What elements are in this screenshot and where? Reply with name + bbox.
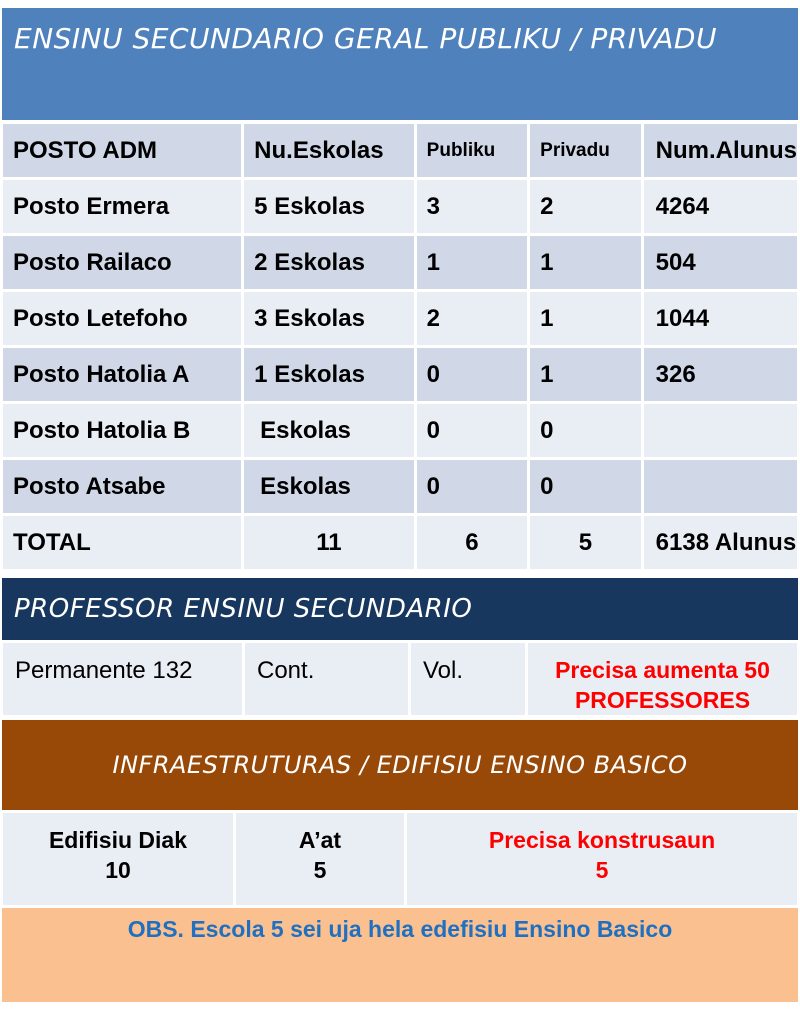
cell-eskolas: 1 Eskolas — [244, 348, 414, 401]
cell-privadu: 0 — [530, 460, 641, 513]
professor-table — [0, 640, 800, 718]
header-publiku: Publiku — [417, 124, 527, 177]
good-buildings-label: Edifisiu Diak — [48, 827, 188, 853]
total-label: TOTAL — [3, 516, 241, 569]
table-row — [3, 292, 797, 345]
cell-eskolas: Eskolas — [244, 404, 414, 457]
cell-alunus: 1044 — [644, 292, 797, 345]
bad-buildings-cell — [236, 813, 404, 905]
cell-alunus — [644, 460, 797, 513]
total-publiku: 6 — [417, 516, 527, 569]
table-total-row — [3, 516, 797, 569]
header-nu-eskolas: Nu.Eskolas — [244, 124, 414, 177]
document-title: ENSINU SECUNDARIO GERAL PUBLIKU / PRIVADU — [2, 8, 798, 120]
good-buildings-cell — [3, 813, 233, 905]
cell-posto: Posto Railaco — [3, 236, 241, 289]
cell-alunus: 326 — [644, 348, 797, 401]
table-row — [3, 404, 797, 457]
cell-posto: Posto Hatolia B — [3, 404, 241, 457]
header-posto: POSTO ADM — [3, 124, 241, 177]
professor-need-line2: PROFESSORES — [574, 687, 751, 713]
volunteer-cell: Vol. — [411, 643, 525, 715]
professor-need-cell — [528, 643, 797, 715]
header-num-alunus: Num.Alunus — [644, 124, 797, 177]
table-header-row — [3, 124, 797, 177]
cell-publiku: 0 — [417, 348, 527, 401]
table-row — [3, 460, 797, 513]
professor-need-line1: Precisa aumenta 50 — [555, 657, 770, 683]
cell-publiku: 2 — [417, 292, 527, 345]
table-row — [3, 180, 797, 233]
cell-eskolas: 5 Eskolas — [244, 180, 414, 233]
infra-table — [0, 810, 800, 908]
construction-need-label: Precisa konstrusaun — [488, 827, 716, 853]
total-eskolas: 11 — [244, 516, 414, 569]
construction-need-value: 5 — [595, 857, 609, 883]
infra-section-title: INFRAESTRUTURAS / EDIFISIU ENSINO BASICO — [2, 720, 798, 810]
cell-posto: Posto Atsabe — [3, 460, 241, 513]
schools-table — [0, 121, 800, 572]
cell-privadu: 2 — [530, 180, 641, 233]
cell-publiku: 0 — [417, 460, 527, 513]
cell-eskolas: 3 Eskolas — [244, 292, 414, 345]
cell-publiku: 3 — [417, 180, 527, 233]
cell-alunus — [644, 404, 797, 457]
observation-note: OBS. Escola 5 sei uja hela edefisiu Ensino Basico — [2, 908, 798, 1002]
cell-privadu: 1 — [530, 292, 641, 345]
permanente-cell: Permanente 132 — [3, 643, 242, 715]
cell-publiku: 0 — [417, 404, 527, 457]
bad-buildings-label: A’at — [298, 827, 342, 853]
cell-publiku: 1 — [417, 236, 527, 289]
professor-section-title: PROFESSOR ENSINU SECUNDARIO — [2, 578, 798, 640]
table-row — [3, 813, 797, 905]
cell-posto: Posto Hatolia A — [3, 348, 241, 401]
table-row — [3, 236, 797, 289]
table-row — [3, 643, 797, 715]
cell-eskolas: Eskolas — [244, 460, 414, 513]
table-row — [3, 348, 797, 401]
header-privadu: Privadu — [530, 124, 641, 177]
cell-privadu: 1 — [530, 348, 641, 401]
cell-posto: Posto Letefoho — [3, 292, 241, 345]
cell-privadu: 1 — [530, 236, 641, 289]
total-privadu: 5 — [530, 516, 641, 569]
total-alunus: 6138 Alunus — [644, 516, 797, 569]
bad-buildings-value: 5 — [313, 857, 327, 883]
cell-alunus: 4264 — [644, 180, 797, 233]
cell-eskolas: 2 Eskolas — [244, 236, 414, 289]
good-buildings-value: 10 — [105, 857, 131, 883]
cell-alunus: 504 — [644, 236, 797, 289]
cell-privadu: 0 — [530, 404, 641, 457]
contract-cell: Cont. — [245, 643, 408, 715]
construction-need-cell — [407, 813, 797, 905]
cell-posto: Posto Ermera — [3, 180, 241, 233]
